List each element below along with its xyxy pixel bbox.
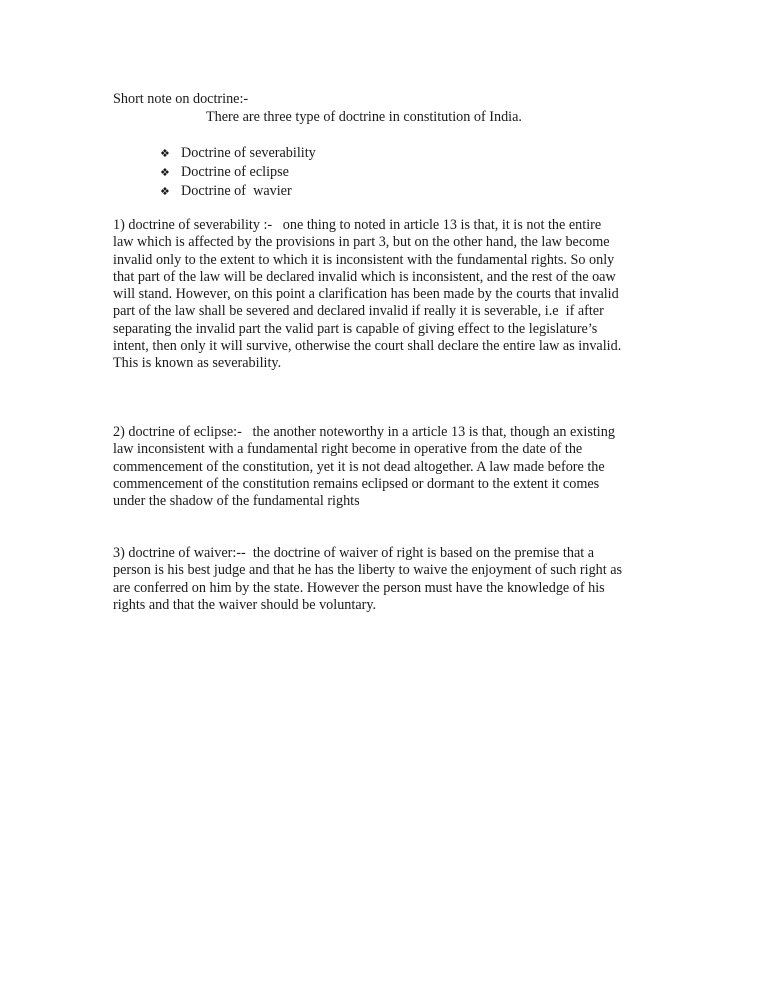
paragraph-line: invalid only to the extent to which it is inconsistent with the fundamental rights. So only — [113, 251, 615, 268]
doctrine-list — [160, 144, 316, 201]
paragraph-line: under the shadow of the fundamental rights — [113, 493, 360, 510]
paragraph-line: person is his best judge and that he has the liberty to waive the enjoyment of such right as — [113, 562, 623, 579]
paragraph-line: law inconsistent with a fundamental right become in operative from the date of the — [113, 441, 583, 458]
paragraph-line: 3) doctrine of waiver:-- the doctrine of waiver of right is based on the premise that a — [113, 545, 595, 561]
list-item-label: Doctrine of wavier — [181, 183, 292, 199]
paragraph-line: separating the invalid part the valid part is capable of giving effect to the legislature’s — [113, 320, 598, 337]
paragraph-line: will stand. However, on this point a clarification has been made by the courts that invalid — [113, 286, 619, 303]
paragraph-line: 2) doctrine of eclipse:- the another noteworthy in a article 13 is that, though an existing — [113, 424, 615, 440]
list-item-label: Doctrine of eclipse — [181, 164, 289, 180]
paragraph-line: This is known as severability. — [113, 355, 282, 372]
list-item — [160, 144, 316, 163]
list-item-label: Doctrine of severability — [181, 145, 316, 161]
severability-paragraph — [113, 217, 661, 373]
paragraph-line: are conferred on him by the state. However the person must have the knowledge of his — [113, 579, 605, 596]
diamond-bullet-icon: ❖ — [160, 147, 170, 160]
paragraph-line: rights and that the waiver should be voluntary. — [113, 596, 377, 613]
paragraph-line: commencement of the constitution remains eclipsed or dormant to the extent it comes — [113, 475, 600, 492]
paragraph-line: law which is affected by the provisions in part 3, but on the other hand, the law become — [113, 234, 610, 251]
paragraph-line: intent, then only it will survive, otherwise the court shall declare the entire law as invalid. — [113, 338, 622, 355]
list-item — [160, 163, 316, 182]
paragraph-line: part of the law shall be severed and declared invalid if really it is severable, i.e if after — [113, 303, 604, 320]
paragraph-line: 1) doctrine of severability :- one thing to noted in article 13 is that, it is not the entire — [113, 217, 602, 233]
eclipse-paragraph — [113, 424, 661, 510]
waiver-paragraph — [113, 545, 661, 614]
diamond-bullet-icon: ❖ — [160, 166, 170, 179]
paragraph-line: commencement of the constitution, yet it is not dead altogether. A law made before the — [113, 458, 605, 475]
paragraph-line: that part of the law will be declared invalid which is inconsistent, and the rest of the oaw — [113, 268, 616, 285]
document-subheading: There are three type of doctrine in constitution of India. — [206, 109, 522, 125]
document-heading: Short note on doctrine:- — [113, 91, 249, 107]
list-item — [160, 182, 316, 201]
diamond-bullet-icon: ❖ — [160, 185, 170, 198]
